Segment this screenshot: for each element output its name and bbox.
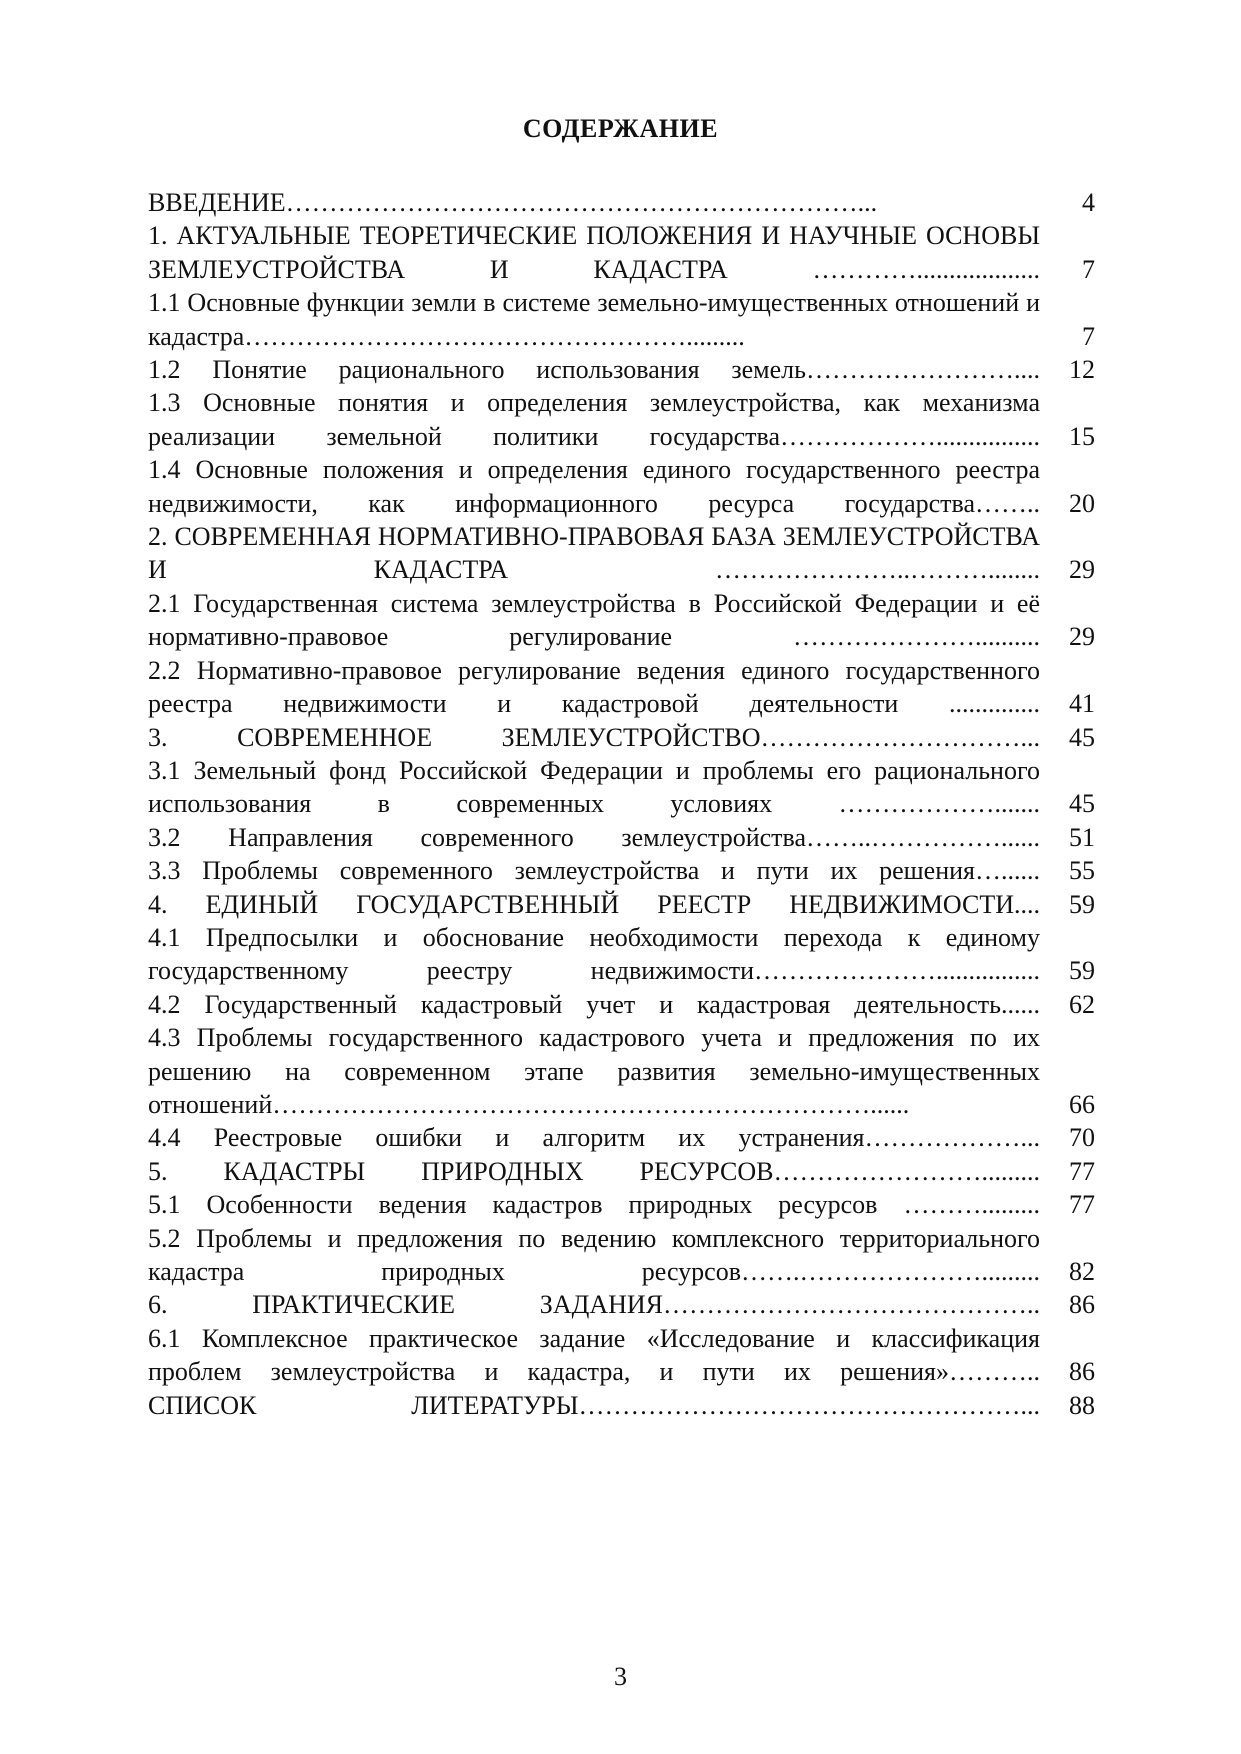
toc-entry-page-number: 7 [1082,321,1095,351]
toc-entry [148,1021,1095,1121]
toc-entry [148,654,1095,721]
toc-entry-text: 2. СОВРЕМЕННАЯ НОРМАТИВНО-ПРАВОВАЯ БАЗА ЗЕМЛЕУСТРОЙСТВА И КАДАСТРА …………………..………........ [148,522,1040,585]
toc-entry-page-number: 70 [1069,1123,1095,1153]
toc-entry-text: 5. КАДАСТРЫ ПРИРОДНЫХ РЕСУРСОВ……………………......... [148,1156,1040,1186]
toc-entry-page-number: 45 [1069,789,1095,819]
toc-entry [148,520,1095,587]
toc-entry-text: 3.3 Проблемы современного землеустройства и пути их решения…...... [148,856,1040,886]
toc-entry [148,921,1095,988]
toc-entry [148,1322,1095,1389]
toc-entry-page-number: 86 [1069,1357,1095,1387]
toc-entry-page-number: 41 [1069,689,1095,719]
toc-entry-page-number: 86 [1069,1290,1095,1320]
toc-entry-page-number: 12 [1069,355,1095,385]
toc-entry [148,587,1095,654]
toc-entry [148,821,1095,854]
toc-entry [148,186,1095,219]
toc-entry-page-number: 7 [1082,254,1095,284]
toc-entry [148,988,1095,1021]
toc-entry-page-number: 82 [1069,1257,1095,1286]
toc-entry-page-number: 51 [1069,822,1095,852]
toc-entry-text: 4. ЕДИНЫЙ ГОСУДАРСТВЕННЫЙ РЕЕСТР НЕДВИЖИМОСТИ.... [148,889,1040,919]
toc-entry [148,854,1095,887]
toc-entry [148,1389,1095,1422]
toc-entry-page-number: 4 [1082,188,1095,217]
toc-entry-text: 3.2 Направления современного землеустройства……..……………...... [148,822,1040,852]
toc-entry-text: 1.1 Основные функции земли в системе земельно-имущественных отношений и кадастра……………………………………………......... [148,288,1040,351]
toc-entry-text: 4.4 Реестровые ошибки и алгоритм их устранения………………... [148,1123,1040,1153]
toc-entry-text: 4.2 Государственный кадастровый учет и кадастровая деятельность...... [148,989,1040,1019]
toc-entry-text: 2.1 Государственная система землеустройства в Российской Федерации и её нормативно-правовое регулирование ………………….......... [148,588,1040,652]
toc-entry-text: 3. СОВРЕМЕННОЕ ЗЕМЛЕУСТРОЙСТВО…………………………... [148,722,1040,752]
toc-entry [148,453,1095,520]
page-number: 3 [614,1662,627,1691]
toc-entry-page-number: 88 [1069,1390,1095,1420]
toc-entry-page-number: 59 [1069,956,1095,986]
toc-entry-text: 4.3 Проблемы государственного кадастрового учета и предложения по их решению на современном этапе развития земельно-имущественных отношений……………………………………………………………...... [148,1023,1040,1119]
toc-entry-page-number: 59 [1069,889,1095,919]
table-of-contents [148,186,1095,1422]
toc-entry-page-number: 62 [1069,989,1095,1019]
toc-entry-page-number: 55 [1069,856,1095,886]
toc-entry [148,1121,1095,1154]
toc-entry [148,721,1095,754]
toc-entry-page-number: 29 [1069,555,1095,585]
toc-entry-text: 5.2 Проблемы и предложения по ведению комплексного территориального кадастра природных ресурсов…….…………………......... [148,1223,1040,1286]
toc-entry-text: 1.3 Основные понятия и определения землеустройства, как механизма реализации земельной политики государства………………................ [148,388,1040,451]
toc-entry-page-number: 77 [1069,1190,1095,1220]
toc-entry [148,219,1095,286]
toc-entry-text: ВВЕДЕНИЕ…………………………………………………………... [148,188,878,217]
toc-entry-text: 4.1 Предпосылки и обоснование необходимости перехода к единому государственному реестру недвижимости…………………................ [148,922,1040,986]
toc-entry-text: 3.1 Земельный фонд Российской Федерации и проблемы его рационального использования в современных условиях ………………....... [148,755,1040,819]
toc-entry-page-number: 15 [1069,421,1095,451]
toc-entry-text: 1.2 Понятие рационального использования земель…………………….... [148,355,1040,385]
toc-entry-text: 6.1 Комплексное практическое задание «Исследование и классификация проблем землеустройства и кадастра, и пути их решения»……….. [148,1323,1040,1387]
toc-entry-page-number: 66 [1069,1089,1095,1119]
toc-entry-page-number: 20 [1069,488,1095,518]
toc-entry [148,1288,1095,1321]
toc-entry-text: 5.1 Особенности ведения кадастров природных ресурсов ………......... [148,1190,1040,1220]
toc-entry-page-number: 29 [1069,622,1095,652]
toc-entry [148,286,1095,353]
toc-entry [148,1188,1095,1221]
page-title: СОДЕРЖАНИЕ [522,114,719,143]
toc-entry [148,353,1095,386]
toc-entry-text: 6. ПРАКТИЧЕСКИЕ ЗАДАНИЯ…………………………………….. [148,1290,1040,1320]
toc-entry-page-number: 77 [1069,1156,1095,1186]
toc-entry [148,386,1095,453]
toc-entry-page-number: 45 [1069,722,1095,752]
toc-entry [148,1155,1095,1188]
toc-entry [148,754,1095,821]
toc-entry [148,888,1095,921]
toc-entry-text: СПИСОК ЛИТЕРАТУРЫ……………………………………………... [148,1390,1040,1420]
toc-entry [148,1222,1095,1289]
toc-entry-text: 1. АКТУАЛЬНЫЕ ТЕОРЕТИЧЕСКИЕ ПОЛОЖЕНИЯ И НАУЧНЫЕ ОСНОВЫ ЗЕМЛЕУСТРОЙСТВА И КАДАСТРА …………................... [148,221,1040,284]
toc-entry-text: 1.4 Основные положения и определения единого государственного реестра недвижимости, как информационного ресурса государства…….. [148,455,1040,518]
toc-entry-text: 2.2 Нормативно-правовое регулирование ведения единого государственного реестра недвижимости и кадастровой деятельности .............. [148,655,1040,719]
